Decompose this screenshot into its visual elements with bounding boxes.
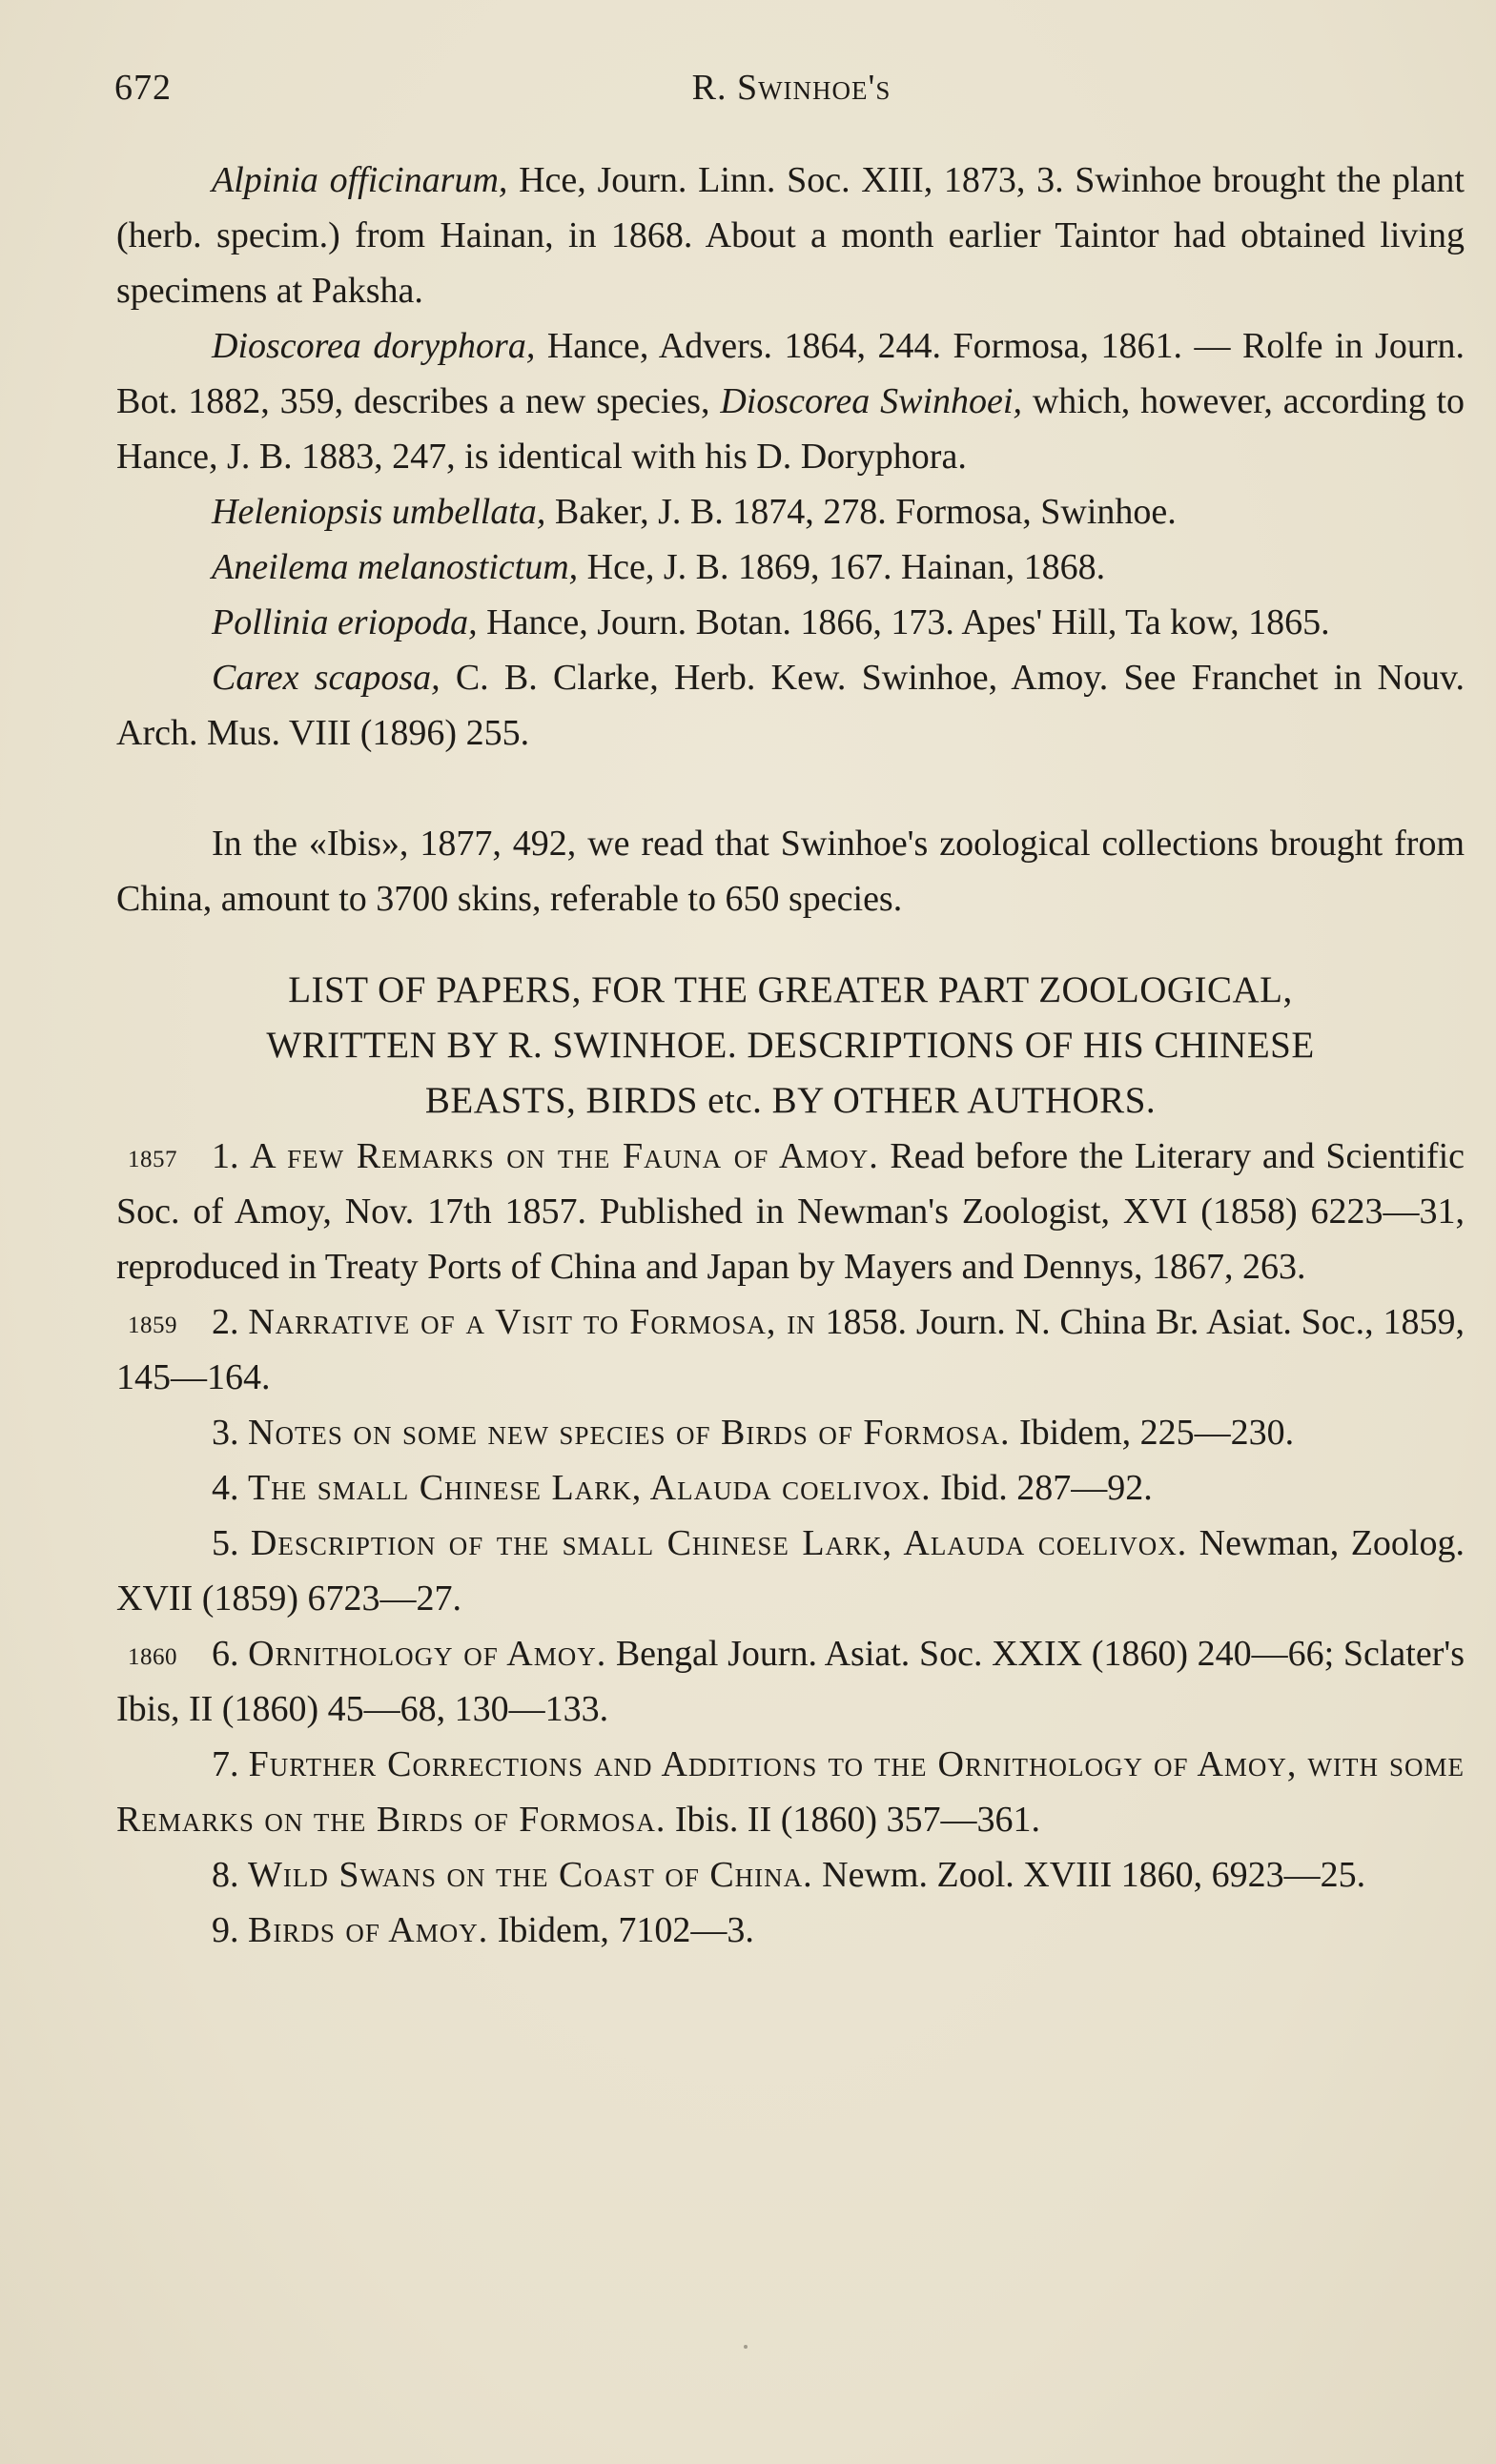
plant-entry: Pollinia eriopoda, Hance, Journ. Botan. 1866, 173. Apes' Hill, Ta kow, 1865.	[212, 602, 1330, 642]
paper-entry: 3. Notes on some new species of Birds of Formosa. Ibidem, 225—230.	[212, 1413, 1295, 1453]
page-body	[116, 153, 1465, 1958]
paper-title: Ornithology of Amoy.	[248, 1634, 607, 1674]
plant-name: Pollinia eriopoda,	[212, 602, 478, 642]
list-heading-line: LIST OF PAPERS, FOR THE GREATER PART ZOOLOGICAL,	[288, 969, 1293, 1010]
paper-entry: 1859 2. Narrative of a Visit to Formosa, in 1858. Journ. N. China Br. Asiat. Soc., 1859, 145—164.	[116, 1294, 1465, 1405]
page-header	[114, 67, 1468, 120]
paper-title: The small Chinese Lark, Alauda coelivox.	[248, 1468, 932, 1508]
list-heading-line: BEASTS, BIRDS etc. BY OTHER AUTHORS.	[424, 1080, 1157, 1121]
paper-speck	[744, 2345, 748, 2349]
paper-entry: 1857 1. A few Remarks on the Fauna of Amoy. Read before the Literary and Scientific Soc. of Amoy, Nov. 17th 1857. Published in Newman's Zoologist, XVI (1858) 6223—31, reproduced in Treaty Ports of China and Japan by Mayers and Dennys, 1867, 263.	[116, 1129, 1465, 1294]
paper-entry: 7. Further Corrections and Additions to the Ornithology of Amoy, with some Remarks on the Birds of Formosa. Ibis. II (1860) 357—361.	[116, 1744, 1465, 1840]
paper-title: Description of the small Chinese Lark, Alauda coelivox.	[250, 1523, 1188, 1563]
spacer	[116, 927, 1465, 963]
margin-year: 1857	[128, 1147, 177, 1172]
list-heading-line: WRITTEN BY R. SWINHOE. DESCRIPTIONS OF HIS CHINESE	[266, 1025, 1315, 1066]
plant-entry: Alpinia officinarum, Hce, Journ. Linn. Soc. XIII, 1873, 3. Swinhoe brought the plant (herb. specim.) from Hainan, in 1868. About a month earlier Taintor had obtained living specimens at Paksha.	[116, 160, 1465, 311]
plant-name: Dioscorea Swinhoei,	[720, 381, 1022, 421]
page-number: 672	[114, 68, 172, 108]
plant-name: Heleniopsis umbellata,	[212, 492, 546, 532]
plant-entry: Aneilema melanostictum, Hce, J. B. 1869, 167. Hainan, 1868.	[212, 547, 1106, 587]
paper-title: Birds of Amoy.	[248, 1910, 489, 1950]
list-heading	[126, 963, 1455, 1129]
plant-entry: Heleniopsis umbellata, Baker, J. B. 1874, 278. Formosa, Swinhoe.	[212, 492, 1177, 532]
plant-name: Alpinia officinarum,	[212, 160, 508, 200]
margin-year: 1859	[128, 1313, 177, 1338]
paper-entry: 5. Description of the small Chinese Lark, Alauda coelivox. Newman, Zoolog. XVII (1859) 6723—27.	[116, 1523, 1465, 1619]
margin-year: 1860	[128, 1644, 177, 1670]
running-head: R. Swinhoe's	[691, 68, 891, 108]
paper-entry: 1860 6. Ornithology of Amoy. Bengal Journ. Asiat. Soc. XXIX (1860) 240—66; Sclater's Ibis, II (1860) 45—68, 130—133.	[116, 1626, 1465, 1737]
paper-title: Narrative of a Visit to Formosa, in	[248, 1302, 816, 1342]
paper-entry: 8. Wild Swans on the Coast of China. Newm. Zool. XVIII 1860, 6923—25.	[212, 1855, 1366, 1895]
paper-title: Notes on some new species of Birds of Formosa.	[248, 1413, 1011, 1453]
plant-name: Dioscorea doryphora,	[212, 326, 536, 366]
paper-entry: 9. Birds of Amoy. Ibidem, 7102—3.	[212, 1910, 754, 1950]
ibis-paragraph: In the «Ibis», 1877, 492, we read that Swinhoe's zoological collections brought from China, amount to 3700 skins, referable to 650 species.	[116, 824, 1465, 919]
paper-entry: 4. The small Chinese Lark, Alauda coelivox. Ibid. 287—92.	[212, 1468, 1153, 1508]
paper-title: Wild Swans on the Coast of China.	[248, 1855, 813, 1895]
plant-entry: Carex scaposa, C. B. Clarke, Herb. Kew. Swinhoe, Amoy. See Franchet in Nouv. Arch. Mus. VIII (1896) 255.	[116, 658, 1465, 753]
plant-name: Carex scaposa,	[212, 658, 441, 698]
plant-name: Aneilema melanostictum,	[212, 547, 579, 587]
paper-title: Further Corrections and Additions to the Ornithology of Amoy, with some Remarks on the Birds of Formosa.	[116, 1744, 1465, 1840]
plant-entry: Dioscorea doryphora, Hance, Advers. 1864, 244. Formosa, 1861. — Rolfe in Journ. Bot. 1882, 359, describes a new species, Dioscorea Swinhoei, which, however, according to Hance, J. B. 1883, 247, is identical with his D. Doryphora.	[116, 326, 1465, 477]
spacer	[116, 761, 1465, 816]
paper-title: A few Remarks on the Fauna of Amoy.	[250, 1136, 879, 1176]
